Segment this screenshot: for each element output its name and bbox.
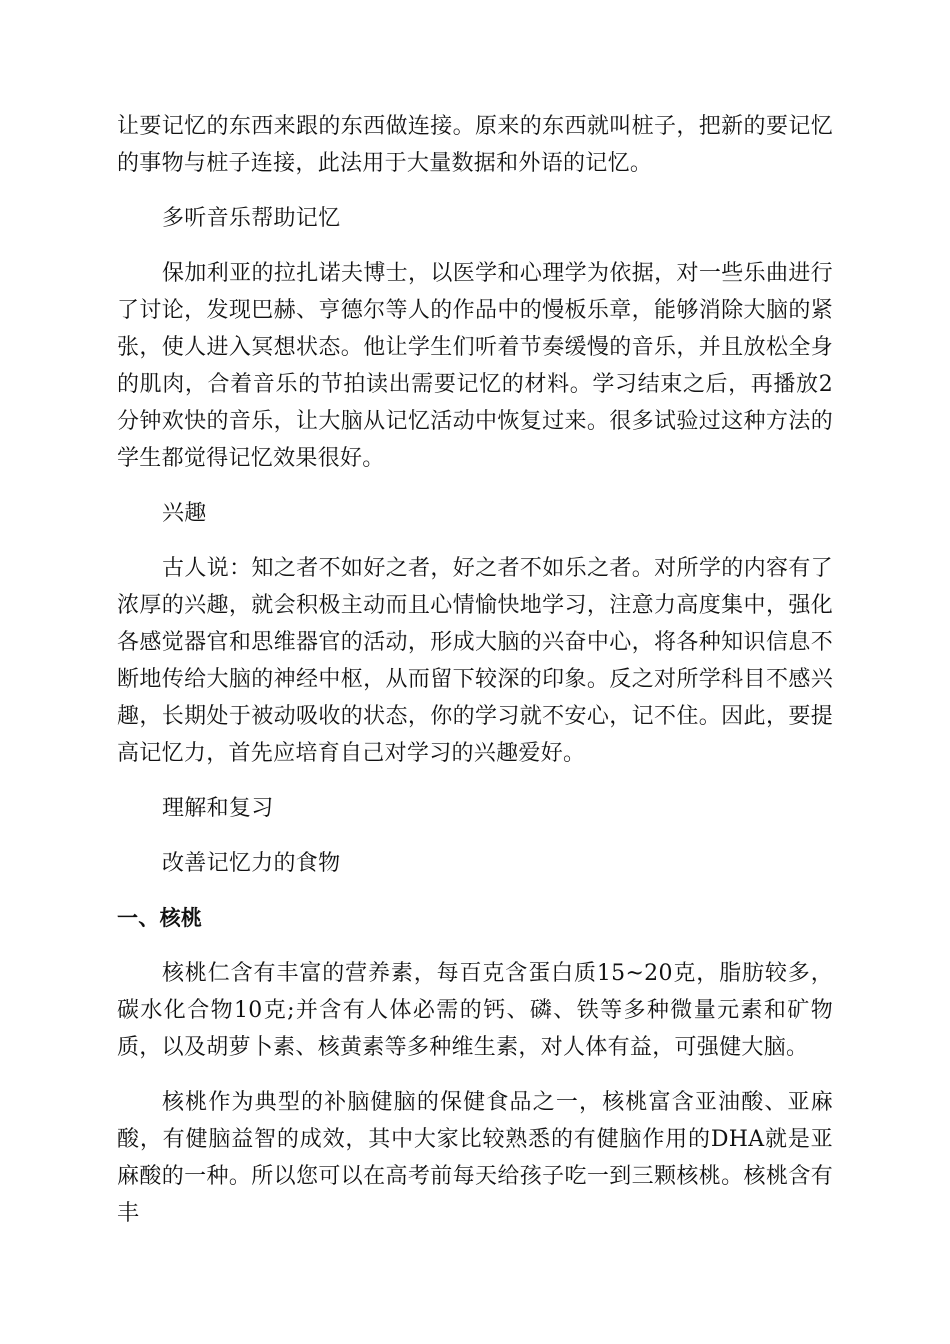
heading-review: 理解和复习	[162, 796, 274, 821]
paragraph-walnut-brain: 核桃作为典型的补脑健脑的保健食品之一，核桃富含亚油酸、亚麻酸，有健脑益智的成效，其中大家比较熟悉的有健脑作用的DHA就是亚麻酸的一种。所以您可以在高考前每天给孩子吃一到三颗核桃。核桃含有丰	[117, 1090, 833, 1226]
heading-interest: 兴趣	[162, 501, 207, 526]
heading-walnut: 一、核桃	[117, 906, 203, 930]
paragraph-music: 保加利亚的拉扎诺夫博士，以医学和心理学为依据，对一些乐曲进行了讨论，发现巴赫、亨德尔等人的作品中的慢板乐章，能够消除大脑的紧张，使人进入冥想状态。他让学生们听着节奏缓慢的音乐，并且放松全身的肌肉，合着音乐的节拍读出需要记忆的材料。学习结束之后，再播放2分钟欢快的音乐，让大脑从记忆活动中恢复过来。很多试验过这种方法的学生都觉得记忆效果很好。	[117, 261, 833, 471]
document-page	[117, 108, 833, 1232]
heading-music: 多听音乐帮助记忆	[162, 206, 341, 231]
paragraph-walnut-nutrition: 核桃仁含有丰富的营养素，每百克含蛋白质15~20克，脂肪较多，碳水化合物10克;并含有人体必需的钙、磷、铁等多种微量元素和矿物质，以及胡萝卜素、核黄素等多种维生素，对人体有益，可强健大脑。	[117, 961, 833, 1060]
paragraph-peg-method: 让要记忆的东西来跟的东西做连接。原来的东西就叫桩子，把新的要记忆的事物与桩子连接，此法用于大量数据和外语的记忆。	[117, 114, 833, 176]
paragraph-interest: 古人说：知之者不如好之者，好之者不如乐之者。对所学的内容有了浓厚的兴趣，就会积极主动而且心情愉快地学习，注意力高度集中，强化各感觉器官和思维器官的活动，形成大脑的兴奋中心，将各种知识信息不断地传给大脑的神经中枢，从而留下较深的印象。反之对所学科目不感兴趣，长期处于被动吸收的状态，你的学习就不安心，记不住。因此，要提高记忆力，首先应培育自己对学习的兴趣爱好。	[117, 556, 833, 766]
heading-food: 改善记忆力的食物	[162, 851, 341, 876]
